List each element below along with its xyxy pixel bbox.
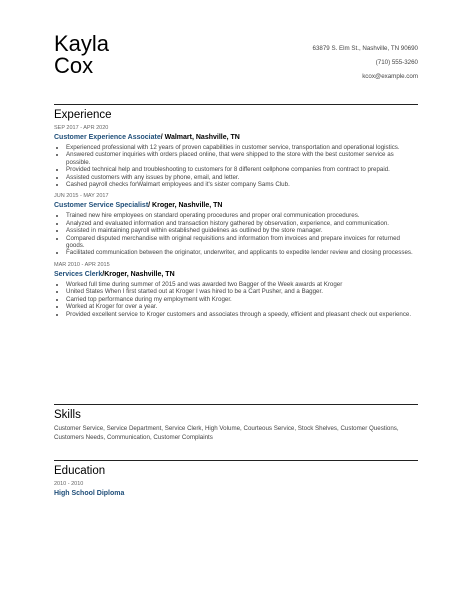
job-company: / Walmart, Nashville, TN [160, 134, 240, 141]
candidate-name [54, 33, 109, 77]
job-dates: SEP 2017 - APR 2020 [54, 125, 109, 131]
bullet: • Assisted in maintaining payroll within established guidelines as outlined by the store manager. [66, 227, 418, 234]
bullet: • Provided technical help and troubleshooting to customers for 8 different cellphone companies from contract to prepaid. [66, 166, 418, 173]
section-title: Experience [54, 109, 112, 121]
section-title: Education [54, 465, 106, 477]
job-company: /Kroger, Nashville, TN [102, 270, 175, 278]
bullet: • Provided excellent service to Kroger customers and associates through a speedy, efficient and pleasant check out experience. [66, 311, 418, 318]
section-divider [54, 404, 418, 405]
bullet: • Cashed payroll checks forWalmart employees and it's sister company Sams Club. [66, 181, 418, 188]
phone: (710) 555-3260 [375, 59, 418, 66]
job-entry [54, 193, 418, 256]
job-dates: MAR 2010 - APR 2015 [54, 261, 110, 268]
education-dates: 2010 - 2010 [54, 481, 84, 487]
job-heading [54, 271, 418, 278]
address: 63879 S. Elm St., Nashville, TN 90690 [312, 45, 418, 52]
contact-info [313, 42, 418, 84]
email: kcox@example.com [362, 73, 418, 80]
job-entry [54, 262, 418, 318]
education-section [54, 460, 418, 497]
job-dates: JUN 2015 - MAY 2017 [54, 193, 109, 200]
first-name: Kayla [54, 31, 110, 56]
last-name: Cox [54, 53, 94, 78]
job-company: / Kroger, Nashville, TN [148, 202, 223, 210]
job-role: Customer Experience Associate [54, 134, 161, 141]
section-divider [54, 104, 418, 105]
bullet: • Facilitated communication between the originator, underwriter, and applicants to expedite lender review and closing processes. [66, 249, 418, 256]
job-role: Services Clerk [54, 270, 103, 278]
section-divider [54, 460, 418, 461]
skills-list: Customer Service, Service Department, Service Clerk, High Volume, Courteous Service, Stock Shelves, Customer Questions, Customers Needs, Communication, Customer Complaints [54, 425, 399, 441]
job-bullets [54, 212, 418, 256]
bullet: • Assisted customers with any issues by phone, email, and letter. [66, 174, 418, 181]
job-entry [54, 125, 418, 188]
bullet: • Analyzed and evaluated information and transaction history gathered by observation, experience, and communication. [66, 220, 418, 227]
skills-section [54, 404, 418, 442]
bullet: • Compared disputed merchandise with original requisitions and information from invoices and prepare invoices for returned goods. [66, 235, 418, 250]
bullet: • Carried top performance during my employment with Kroger. [66, 296, 418, 303]
education-degree: High School Diploma [54, 490, 125, 497]
bullet: • Trained new hire employees on standard operating procedures and proper oral communication procedures. [66, 212, 418, 219]
bullet: • Worked at Kroger for over a year. [66, 303, 418, 310]
job-heading [54, 202, 418, 209]
job-bullets [54, 281, 418, 318]
bullet: • Answered customer inquiries with orders placed online, that were shipped to the store with the best customer service as possible. [66, 151, 418, 166]
section-title: Skills [54, 409, 81, 421]
job-heading [54, 134, 418, 141]
bullet: • Worked full time during summer of 2015 and was awarded two Bagger of the Week awards at Kroger [66, 281, 418, 288]
job-bullets [54, 144, 418, 188]
bullet: • United States When I first started out at Kroger I was hired to be a Cart Pusher, and a Bagger. [66, 288, 418, 295]
experience-section [54, 104, 418, 323]
job-role: Customer Service Specialist [54, 202, 149, 210]
bullet: • Experienced professional with 12 years of proven capabilities in customer service, transportation and operational logistics. [66, 144, 418, 151]
